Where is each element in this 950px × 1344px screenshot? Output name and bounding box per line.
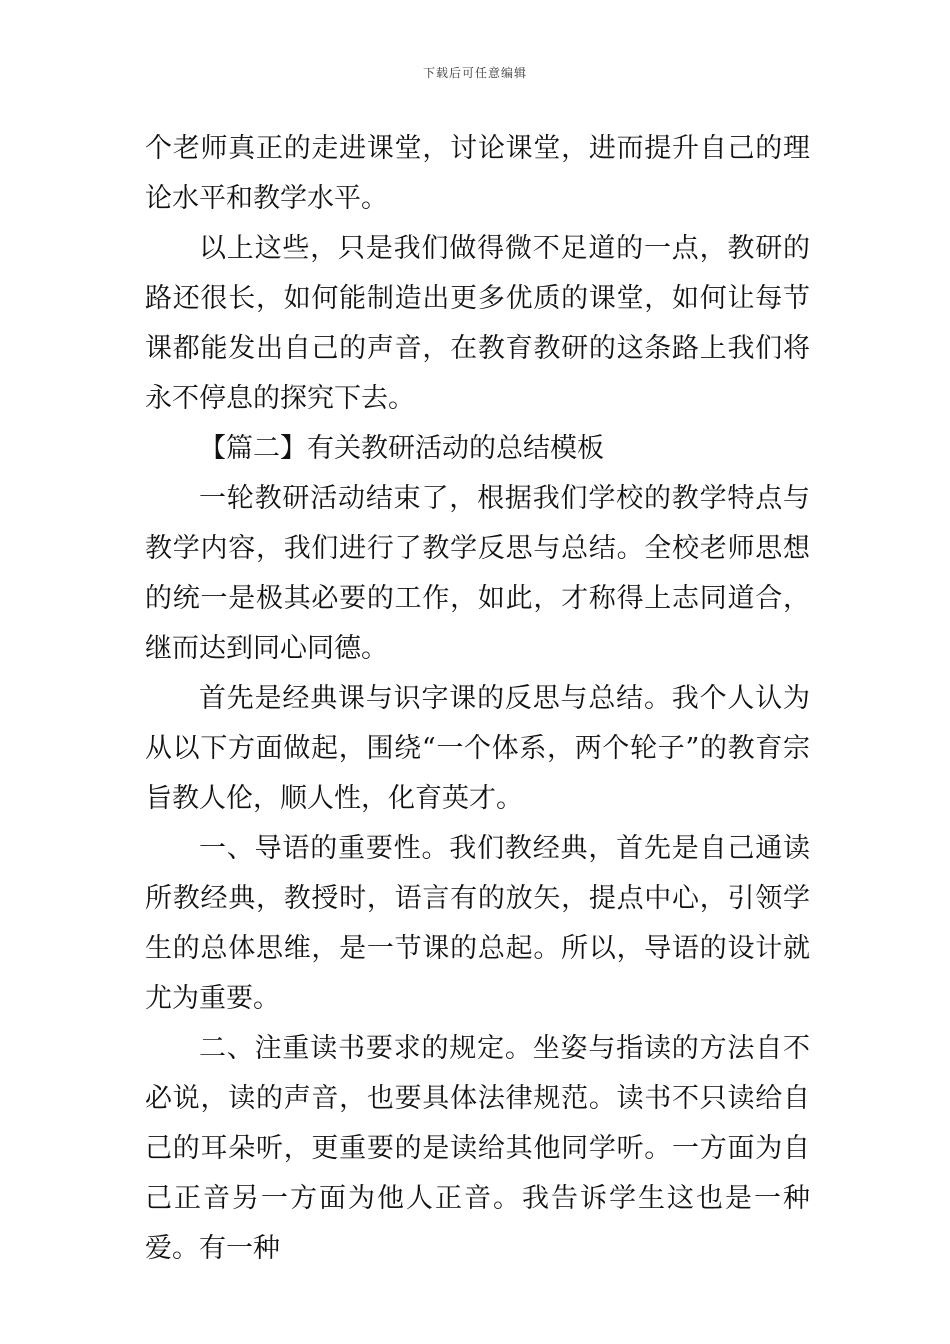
paragraph-point-one: 一、导语的重要性。我们教经典，首先是自己通读所教经典，教授时，语言有的放矢，提点中心，引领学生的总体思维，是一节课的总起。所以，导语的设计就尤为重要。 <box>145 833 810 1014</box>
section-heading: 【篇二】有关教研活动的总结模板 <box>199 433 604 464</box>
paragraph-continuation: 个老师真正的走进课堂，讨论课堂，进而提升自己的理论水平和教学水平。 <box>145 133 810 214</box>
paragraph-reflection: 首先是经典课与识字课的反思与总结。我个人认为从以下方面做起，围绕“一个体系，两个轮子”的教育宗旨教人伦，顺人性，化育英才。 <box>145 683 810 814</box>
paragraph-point-two: 二、注重读书要求的规定。坐姿与指读的方法自不必说，读的声音，也要具体法律规范。读书不只读给自己的耳朵听，更重要的是读给其他同学听。一方面为自己正音另一方面为他人正音。我告诉学生这也是一种爱。有一种 <box>145 1033 810 1264</box>
paragraph-summary: 以上这些，只是我们做得微不足道的一点，教研的路还很长，如何能制造出更多优质的课堂，如何让每节课都能发出自己的声音，在教育教研的这条路上我们将永不停息的探究下去。 <box>145 233 810 414</box>
page-header: 下载后可任意编辑 <box>422 66 527 80</box>
paragraph-intro: 一轮教研活动结束了，根据我们学校的教学特点与教学内容，我们进行了教学反思与总结。全校老师思想的统一是极其必要的工作，如此，才称得上志同道合，继而达到同心同德。 <box>145 483 810 664</box>
document-body <box>145 124 810 1274</box>
